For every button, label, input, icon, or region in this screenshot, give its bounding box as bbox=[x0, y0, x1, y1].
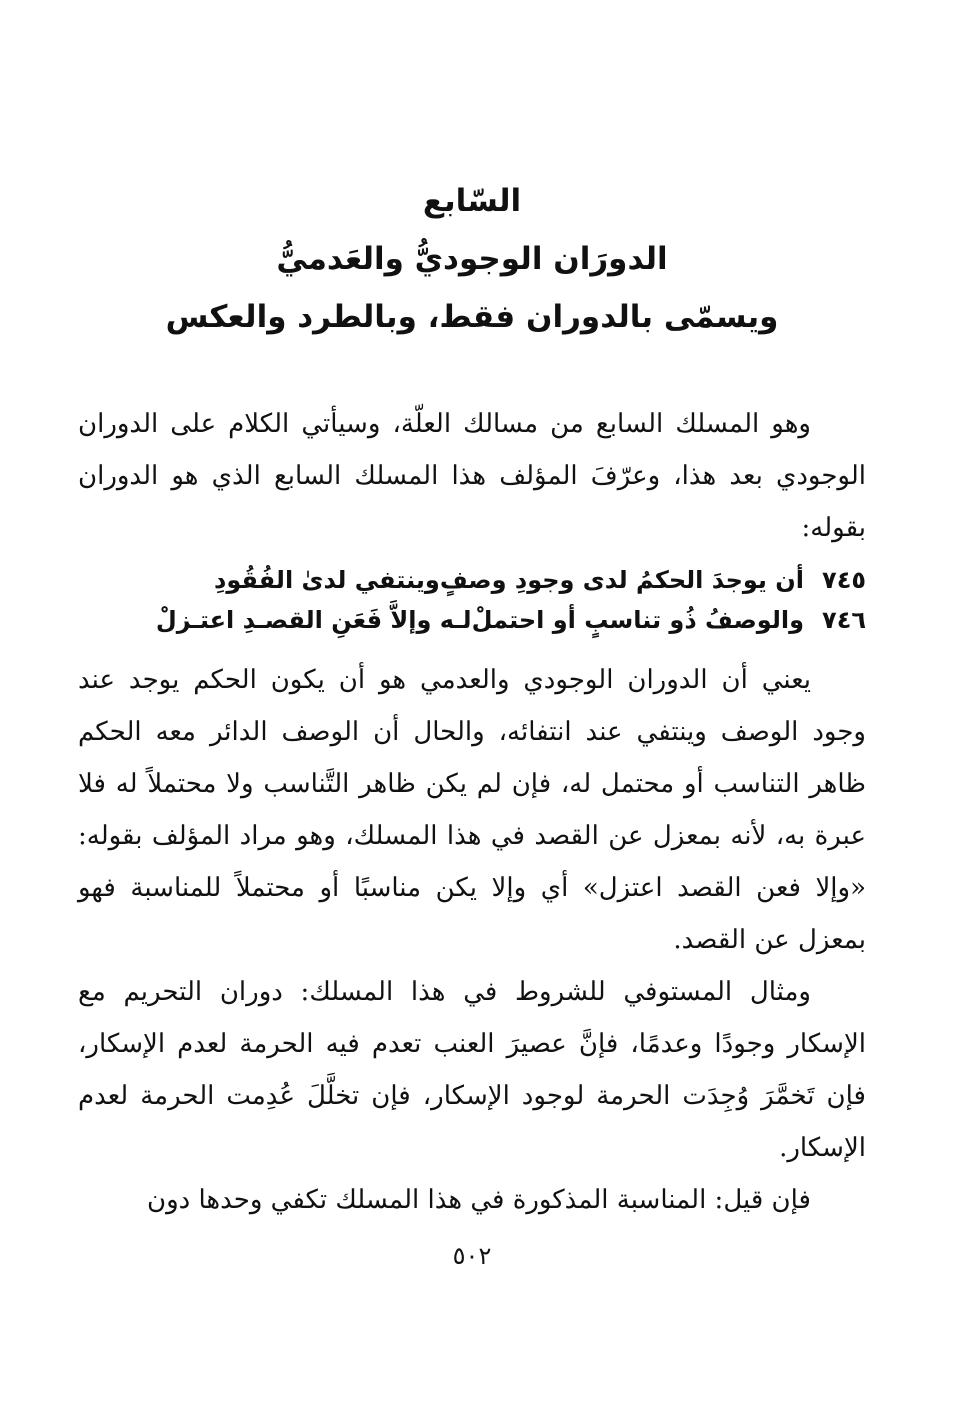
verses bbox=[78, 560, 866, 640]
verse-746 bbox=[78, 600, 866, 640]
verse-first-hemistich: والوصفُ ذُو تناسبٍ أو احتملْ bbox=[471, 606, 804, 634]
verse-number: ٧٤٦ bbox=[822, 606, 866, 634]
verse-second-hemistich: لـه وإلاَّ فَعَنِ القصـدِ اعتـزلْ bbox=[155, 606, 472, 634]
paragraph-3: ومثال المستوفي للشروط في هذا المسلك: دوران التحريم مع الإسكار وجودًا وعدمًا، فإنَّ عصيرَ العنب تعدم فيه الحرمة لعدم الإسكار، فإن تَخمَّرَ وُجِدَت الحرمة لوجود الإسكار، فإن تخلَّلَ عُدِمت الحرمة لعدم الإسكار. bbox=[78, 977, 866, 1163]
chapter-heading bbox=[78, 172, 866, 346]
verse-first-hemistich: أن يوجدَ الحكمُ لدى وجودِ وصفٍ bbox=[439, 566, 804, 594]
verse-block bbox=[78, 554, 866, 654]
paragraph-2: يعني أن الدوران الوجودي والعدمي هو أن يكون الحكم يوجد عند وجود الوصف وينتفي عند انتفائه، والحال أن الوصف الدائر معه الحكم ظاهر التناسب أو محتمل له، فإن لم يكن ظاهر التَّناسب ولا محتملاً له فلا عبرة به، لأنه بمعزل عن القصد في هذا المسلك، وهو مراد المؤلف بقوله: «وإلا فعن القصد اعتزل» أي وإلا يكن مناسبًا أو محتملاً للمناسبة فهو بمعزل عن القصد. bbox=[78, 665, 866, 955]
verse-745 bbox=[78, 560, 866, 600]
paragraph-4: فإن قيل: المناسبة المذكورة في هذا المسلك تكفي وحدها دون bbox=[146, 1185, 811, 1215]
page-number: ٥٠٢ bbox=[452, 1242, 492, 1270]
heading-line-2: الدورَان الوجوديُّ والعَدميُّ bbox=[276, 241, 668, 277]
verse-second-hemistich: وينتفي لدىٰ الفُقُودِ bbox=[214, 566, 440, 594]
page-body bbox=[78, 398, 866, 1226]
book-page bbox=[78, 0, 866, 1426]
heading-line-1: السّابع bbox=[422, 183, 522, 219]
verse-number: ٧٤٥ bbox=[822, 566, 866, 594]
paragraph-1: وهو المسلك السابع من مسالك العلّة، وسيأتي الكلام على الدوران الوجودي بعد هذا، وعرّفَ المؤلف هذا المسلك السابع الذي هو الدوران بقوله: bbox=[78, 409, 866, 543]
heading-line-3: ويسمّى بالدوران فقط، وبالطرد والعكس bbox=[165, 299, 779, 335]
